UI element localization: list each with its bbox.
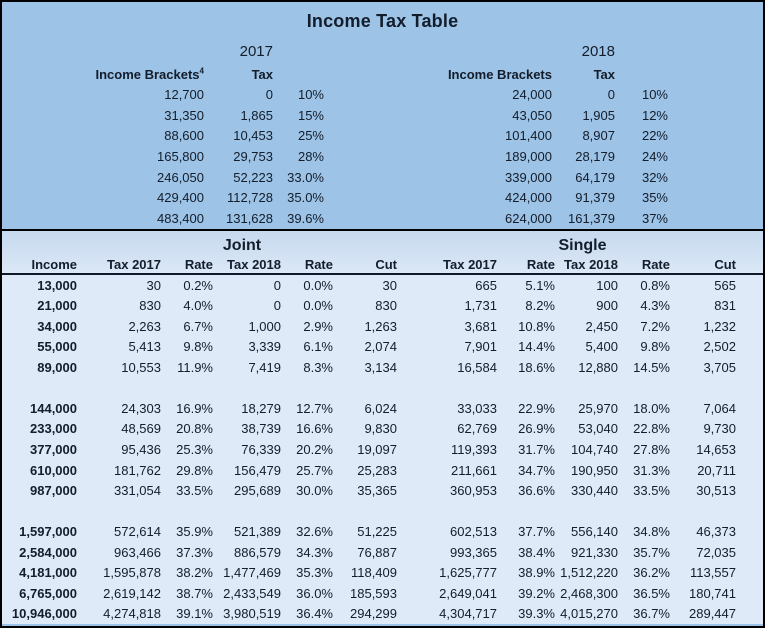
cell: 48,569 bbox=[121, 421, 161, 437]
page-title: Income Tax Table bbox=[306, 11, 459, 31]
cell: 34.3% bbox=[296, 544, 333, 560]
cell: 62,769 bbox=[457, 421, 497, 437]
bracket-rows bbox=[2, 84, 763, 229]
cell: 1,512,220 bbox=[560, 565, 618, 581]
table-row bbox=[2, 316, 763, 337]
cell: 1,477,469 bbox=[223, 565, 281, 581]
cell: 7,419 bbox=[248, 359, 281, 375]
column-header-rate: Rate bbox=[641, 256, 670, 272]
cell: 95,436 bbox=[121, 441, 161, 457]
cell: 9,830 bbox=[364, 421, 397, 437]
cell: 30 bbox=[382, 277, 397, 293]
column-header-rate: Rate bbox=[526, 256, 555, 272]
cell: 38.9% bbox=[518, 565, 555, 581]
cell: 360,953 bbox=[450, 483, 497, 499]
cell: 16,584 bbox=[457, 359, 497, 375]
table-row bbox=[2, 357, 763, 378]
cell: 13,000 bbox=[37, 277, 77, 293]
cell: 119,393 bbox=[450, 441, 497, 457]
cell: 16.6% bbox=[296, 421, 333, 437]
column-header-income: Income bbox=[31, 256, 77, 272]
cell: 4.3% bbox=[640, 298, 670, 314]
cell: 0 bbox=[273, 298, 281, 314]
cell: 2,619,142 bbox=[103, 585, 161, 601]
cell: 610,000 bbox=[30, 462, 77, 478]
cell: 25.7% bbox=[296, 462, 333, 478]
cell: 20.2% bbox=[296, 441, 333, 457]
cell: 2,649,041 bbox=[439, 585, 497, 601]
comparison-header-band bbox=[2, 231, 763, 275]
bracket-row bbox=[2, 208, 763, 229]
bracket-section bbox=[2, 2, 763, 229]
table-row bbox=[2, 460, 763, 481]
cell: 20,711 bbox=[697, 462, 736, 478]
bracket-2017-income: 483,400 bbox=[157, 211, 204, 227]
cell: 830 bbox=[139, 298, 161, 314]
bracket-2017-rate: 15% bbox=[297, 107, 324, 123]
cell: 9,730 bbox=[703, 421, 736, 437]
cell: 31.3% bbox=[633, 462, 670, 478]
bracket-2018-rate: 22% bbox=[641, 128, 668, 144]
cell: 830 bbox=[375, 298, 397, 314]
footnote-marker: 4 bbox=[199, 66, 204, 76]
cell: 963,466 bbox=[114, 544, 161, 560]
cell: 831 bbox=[714, 298, 736, 314]
bracket-row bbox=[2, 167, 763, 188]
bracket-2018-income: 43,050 bbox=[512, 107, 552, 123]
cell: 39.2% bbox=[518, 585, 555, 601]
cell: 30.0% bbox=[296, 483, 333, 499]
cell: 993,365 bbox=[450, 544, 497, 560]
cell: 53,040 bbox=[578, 421, 618, 437]
bracket-2017-rate: 25% bbox=[297, 128, 324, 144]
cell: 35.7% bbox=[633, 544, 670, 560]
cell: 4,181,000 bbox=[19, 565, 77, 581]
table-row bbox=[2, 583, 763, 604]
cell: 295,689 bbox=[234, 483, 281, 499]
year-2017-label: 2017 bbox=[239, 43, 273, 60]
cell: 331,054 bbox=[114, 483, 161, 499]
cell: 10.8% bbox=[518, 318, 555, 334]
cell: 33,033 bbox=[457, 400, 497, 416]
cell: 14,653 bbox=[696, 441, 736, 457]
bracket-2017-income: 165,800 bbox=[157, 148, 204, 164]
cell: 2.9% bbox=[303, 318, 333, 334]
bracket-2018-income: 101,400 bbox=[505, 128, 552, 144]
cell: 3,339 bbox=[248, 339, 281, 355]
cell: 0.8% bbox=[640, 277, 670, 293]
cell: 377,000 bbox=[30, 441, 77, 457]
cell: 7.2% bbox=[640, 318, 670, 334]
cell: 29.8% bbox=[176, 462, 213, 478]
cell: 572,614 bbox=[114, 524, 161, 540]
cell: 2,263 bbox=[128, 318, 161, 334]
bracket-2018-rate: 12% bbox=[641, 107, 668, 123]
cell: 144,000 bbox=[30, 400, 77, 416]
bracket-2018-tax: 91,379 bbox=[575, 190, 615, 206]
bracket-2018-rate: 24% bbox=[641, 148, 668, 164]
bracket-2018-tax: 0 bbox=[607, 86, 615, 102]
bracket-2018-rate: 37% bbox=[641, 211, 668, 227]
column-header-cut: Cut bbox=[714, 256, 736, 272]
bracket-2017-rate: 33.0% bbox=[287, 169, 324, 185]
bracket-row bbox=[2, 125, 763, 146]
cell: 38.2% bbox=[176, 565, 213, 581]
cell: 330,440 bbox=[571, 483, 618, 499]
bracket-2018-income: 339,000 bbox=[505, 169, 552, 185]
cell: 211,661 bbox=[450, 462, 497, 478]
cell: 30,513 bbox=[696, 483, 736, 499]
cell: 26.9% bbox=[518, 421, 555, 437]
table-row bbox=[2, 296, 763, 317]
cell: 7,901 bbox=[464, 339, 497, 355]
bracket-2017-tax: 0 bbox=[265, 86, 273, 102]
cell: 34.8% bbox=[633, 524, 670, 540]
cell: 602,513 bbox=[450, 524, 497, 540]
cell: 14.5% bbox=[633, 359, 670, 375]
column-header-tax-2017: Tax 2017 bbox=[107, 256, 161, 272]
bracket-2017-income: 429,400 bbox=[157, 190, 204, 206]
cell: 35,365 bbox=[357, 483, 397, 499]
cell: 5,400 bbox=[585, 339, 618, 355]
cell: 987,000 bbox=[30, 483, 77, 499]
column-header-row bbox=[2, 255, 763, 273]
cell: 6.7% bbox=[183, 318, 213, 334]
brackets-2018-tax-header: Tax bbox=[593, 67, 615, 82]
cell: 2,450 bbox=[585, 318, 618, 334]
cell: 33.5% bbox=[633, 483, 670, 499]
cell: 35.9% bbox=[176, 524, 213, 540]
bracket-2018-tax: 64,179 bbox=[575, 169, 615, 185]
cell: 1,625,777 bbox=[439, 565, 497, 581]
cell: 36.4% bbox=[296, 606, 333, 622]
group-single-label: Single bbox=[558, 237, 607, 254]
brackets-2017-income-header-text: Income Brackets bbox=[95, 67, 200, 82]
cell: 1,232 bbox=[703, 318, 736, 334]
cell: 100 bbox=[596, 277, 618, 293]
cell: 665 bbox=[475, 277, 497, 293]
cell: 921,330 bbox=[571, 544, 618, 560]
bracket-2018-tax: 161,379 bbox=[568, 211, 615, 227]
column-header-tax-2018: Tax 2018 bbox=[227, 256, 281, 272]
cell: 36.5% bbox=[633, 585, 670, 601]
table-row bbox=[2, 439, 763, 460]
table-row bbox=[2, 521, 763, 542]
cell: 24,303 bbox=[121, 400, 161, 416]
cell: 22.9% bbox=[518, 400, 555, 416]
column-header-rate: Rate bbox=[184, 256, 213, 272]
cell: 36.6% bbox=[518, 483, 555, 499]
cell: 7,064 bbox=[703, 400, 736, 416]
cell: 30 bbox=[146, 277, 161, 293]
cell: 8.2% bbox=[525, 298, 555, 314]
table-row bbox=[2, 337, 763, 358]
cell: 76,887 bbox=[357, 544, 397, 560]
table-row bbox=[2, 542, 763, 563]
blank-row bbox=[2, 378, 763, 399]
cell: 55,000 bbox=[37, 339, 77, 355]
brackets-2017-income-header bbox=[2, 67, 210, 82]
bracket-2018-tax: 1,905 bbox=[582, 107, 615, 123]
cell: 0.0% bbox=[303, 277, 333, 293]
cell: 10,946,000 bbox=[11, 606, 77, 622]
cell: 294,299 bbox=[350, 606, 397, 622]
bracket-header-row bbox=[2, 60, 763, 84]
comparison-rows bbox=[2, 275, 763, 624]
cell: 180,741 bbox=[689, 585, 736, 601]
bracket-2017-tax: 52,223 bbox=[233, 169, 273, 185]
bracket-2018-income: 189,000 bbox=[505, 148, 552, 164]
cell: 521,389 bbox=[234, 524, 281, 540]
column-header-tax-2018: Tax 2018 bbox=[564, 256, 618, 272]
table-row bbox=[2, 398, 763, 419]
cell: 1,000 bbox=[248, 318, 281, 334]
cell: 118,409 bbox=[350, 565, 397, 581]
cell: 3,681 bbox=[464, 318, 497, 334]
cell: 1,597,000 bbox=[19, 524, 77, 540]
bracket-2018-rate: 32% bbox=[641, 169, 668, 185]
cell: 2,502 bbox=[703, 339, 736, 355]
brackets-2018-income-header: Income Brackets bbox=[447, 67, 552, 82]
cell: 76,339 bbox=[241, 441, 281, 457]
cell: 51,225 bbox=[357, 524, 397, 540]
cell: 33.5% bbox=[176, 483, 213, 499]
bracket-2018-income: 24,000 bbox=[512, 86, 552, 102]
bracket-2018-income: 624,000 bbox=[505, 211, 552, 227]
bracket-2017-rate: 10% bbox=[297, 86, 324, 102]
bracket-row bbox=[2, 105, 763, 126]
cell: 2,433,549 bbox=[223, 585, 281, 601]
cell: 181,762 bbox=[114, 462, 161, 478]
cell: 113,557 bbox=[689, 565, 736, 581]
bracket-row bbox=[2, 146, 763, 167]
cell: 1,263 bbox=[364, 318, 397, 334]
cell: 10,553 bbox=[121, 359, 161, 375]
year-header-row bbox=[2, 36, 763, 60]
cell: 289,447 bbox=[689, 606, 736, 622]
group-joint-label: Joint bbox=[222, 237, 262, 254]
cell: 39.3% bbox=[518, 606, 555, 622]
table-row bbox=[2, 275, 763, 296]
cell: 6,765,000 bbox=[19, 585, 77, 601]
bracket-2017-income: 31,350 bbox=[164, 107, 204, 123]
cell: 565 bbox=[714, 277, 736, 293]
cell: 2,468,300 bbox=[560, 585, 618, 601]
cell: 19,097 bbox=[357, 441, 397, 457]
bracket-2018-rate: 10% bbox=[641, 86, 668, 102]
cell: 46,373 bbox=[696, 524, 736, 540]
cell: 6.1% bbox=[303, 339, 333, 355]
cell: 25,283 bbox=[357, 462, 397, 478]
cell: 2,074 bbox=[364, 339, 397, 355]
cell: 3,980,519 bbox=[223, 606, 281, 622]
bracket-2018-rate: 35% bbox=[641, 190, 668, 206]
bracket-2018-income: 424,000 bbox=[505, 190, 552, 206]
blank-row bbox=[2, 501, 763, 522]
cell: 39.1% bbox=[176, 606, 213, 622]
cell: 34.7% bbox=[518, 462, 555, 478]
bracket-2018-tax: 28,179 bbox=[575, 148, 615, 164]
column-header-cut: Cut bbox=[375, 256, 397, 272]
bracket-2017-tax: 131,628 bbox=[226, 211, 273, 227]
cell: 20.8% bbox=[176, 421, 213, 437]
bracket-2017-tax: 10,453 bbox=[233, 128, 273, 144]
cell: 1,595,878 bbox=[103, 565, 161, 581]
bracket-2017-rate: 28% bbox=[297, 148, 324, 164]
cell: 11.9% bbox=[177, 359, 213, 375]
bracket-row bbox=[2, 84, 763, 105]
cell: 9.8% bbox=[183, 339, 213, 355]
cell: 14.4% bbox=[518, 339, 555, 355]
table-row bbox=[2, 562, 763, 583]
cell: 6,024 bbox=[364, 400, 397, 416]
bracket-2018-tax: 8,907 bbox=[582, 128, 615, 144]
cell: 18,279 bbox=[241, 400, 281, 416]
comparison-section bbox=[2, 229, 763, 624]
cell: 185,593 bbox=[350, 585, 397, 601]
column-header-tax-2017: Tax 2017 bbox=[443, 256, 497, 272]
cell: 156,479 bbox=[234, 462, 281, 478]
cell: 3,134 bbox=[364, 359, 397, 375]
cell: 37.7% bbox=[518, 524, 555, 540]
bracket-2017-income: 12,700 bbox=[164, 86, 204, 102]
group-header-row bbox=[2, 231, 763, 255]
cell: 4,015,270 bbox=[560, 606, 618, 622]
table-row bbox=[2, 419, 763, 440]
table-row bbox=[2, 480, 763, 501]
cell: 89,000 bbox=[37, 359, 77, 375]
cell: 18.0% bbox=[633, 400, 670, 416]
cell: 37.3% bbox=[176, 544, 213, 560]
column-header-rate: Rate bbox=[304, 256, 333, 272]
cell: 34,000 bbox=[37, 318, 77, 334]
cell: 31.7% bbox=[518, 441, 555, 457]
bracket-row bbox=[2, 188, 763, 209]
cell: 886,579 bbox=[234, 544, 281, 560]
bracket-2017-rate: 39.6% bbox=[287, 211, 324, 227]
cell: 72,035 bbox=[696, 544, 736, 560]
cell: 233,000 bbox=[30, 421, 77, 437]
cell: 21,000 bbox=[37, 298, 77, 314]
cell: 104,740 bbox=[571, 441, 618, 457]
cell: 36.0% bbox=[296, 585, 333, 601]
cell: 36.7% bbox=[633, 606, 670, 622]
cell: 35.3% bbox=[296, 565, 333, 581]
cell: 3,705 bbox=[703, 359, 736, 375]
cell: 900 bbox=[596, 298, 618, 314]
cell: 38.7% bbox=[176, 585, 213, 601]
cell: 32.6% bbox=[296, 524, 333, 540]
cell: 0.2% bbox=[183, 277, 213, 293]
cell: 18.6% bbox=[518, 359, 555, 375]
cell: 27.8% bbox=[633, 441, 670, 457]
bracket-2017-income: 88,600 bbox=[164, 128, 204, 144]
cell: 2,584,000 bbox=[19, 544, 77, 560]
cell: 4,274,818 bbox=[103, 606, 161, 622]
cell: 0.0% bbox=[303, 298, 333, 314]
cell: 12,880 bbox=[578, 359, 618, 375]
cell: 190,950 bbox=[571, 462, 618, 478]
bracket-2017-tax: 29,753 bbox=[233, 148, 273, 164]
bracket-2017-tax: 112,728 bbox=[226, 190, 273, 206]
cell: 38.4% bbox=[518, 544, 555, 560]
cell: 556,140 bbox=[571, 524, 618, 540]
cell: 5.1% bbox=[525, 277, 555, 293]
cell: 12.7% bbox=[296, 400, 333, 416]
cell: 22.8% bbox=[633, 421, 670, 437]
table-row bbox=[2, 603, 763, 624]
cell: 0 bbox=[273, 277, 281, 293]
cell: 36.2% bbox=[633, 565, 670, 581]
cell: 4.0% bbox=[183, 298, 213, 314]
bracket-2017-income: 246,050 bbox=[157, 169, 204, 185]
bracket-2017-rate: 35.0% bbox=[287, 190, 324, 206]
cell: 16.9% bbox=[176, 400, 213, 416]
cell: 9.8% bbox=[640, 339, 670, 355]
cell: 8.3% bbox=[303, 359, 333, 375]
cell: 38,739 bbox=[241, 421, 281, 437]
cell: 25,970 bbox=[578, 400, 618, 416]
bracket-2017-tax: 1,865 bbox=[240, 107, 273, 123]
cell: 1,731 bbox=[464, 298, 497, 314]
year-2018-label: 2018 bbox=[581, 43, 615, 60]
cell: 5,413 bbox=[128, 339, 161, 355]
cell: 25.3% bbox=[176, 441, 213, 457]
brackets-2017-tax-header: Tax bbox=[251, 67, 273, 82]
cell: 4,304,717 bbox=[439, 606, 497, 622]
